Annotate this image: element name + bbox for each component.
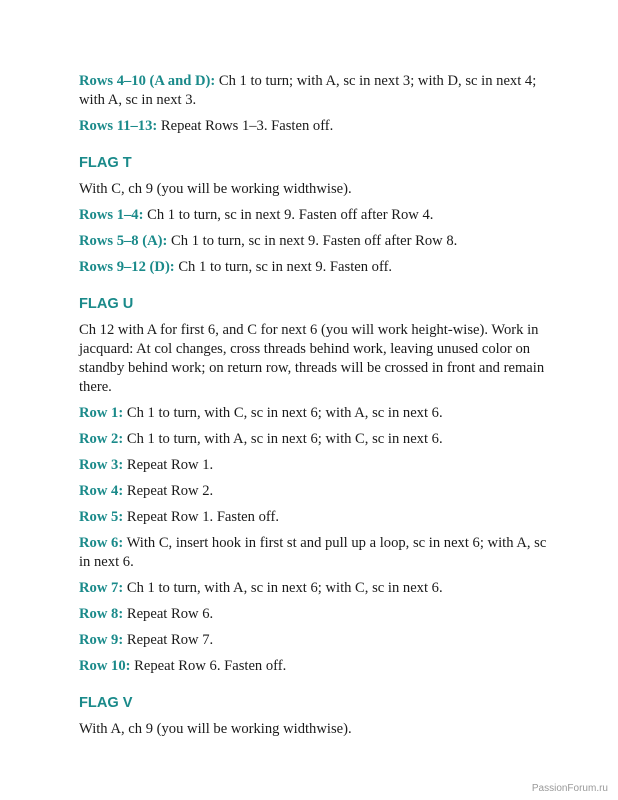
instruction-row (79, 534, 549, 572)
instruction-row (79, 631, 549, 650)
row-label: Row 10: (79, 658, 131, 674)
row-text: With A, ch 9 (you will be working widthwise). (79, 721, 352, 737)
row-label: Rows 9–12 (D): (79, 259, 175, 275)
instruction-row (79, 404, 549, 423)
instruction-text (79, 321, 549, 397)
row-text: With C, ch 9 (you will be working widthwise). (79, 181, 352, 197)
row-label: Rows 5–8 (A): (79, 233, 168, 249)
row-label: Row 9: (79, 632, 124, 648)
row-text: Ch 1 to turn, with A, sc in next 6; with C, sc in next 6. (123, 580, 443, 596)
instruction-text (79, 180, 549, 199)
row-text: Ch 1 to turn, with A, sc in next 6; with C, sc in next 6. (123, 431, 443, 447)
instruction-row (79, 206, 549, 225)
section-heading: FLAG V (79, 695, 133, 711)
instruction-row (79, 482, 549, 501)
instruction-row (79, 430, 549, 449)
row-label: Rows 1–4: (79, 207, 144, 223)
instruction-row (79, 258, 549, 277)
document-page (79, 72, 549, 746)
row-label: Row 1: (79, 405, 124, 421)
instruction-row (79, 72, 549, 110)
instruction-row (79, 456, 549, 475)
row-label: Row 4: (79, 483, 124, 499)
row-label: Rows 4–10 (A and D): (79, 73, 216, 89)
row-text: Repeat Row 1. (123, 457, 214, 473)
instruction-row (79, 657, 549, 676)
section-heading: FLAG U (79, 296, 134, 312)
row-text: Ch 1 to turn, sc in next 9. Fasten off. (174, 259, 393, 275)
watermark: PassionForum.ru (531, 783, 608, 794)
row-text: Ch 1 to turn, sc in next 9. Fasten off after Row 4. (143, 207, 434, 223)
row-text: Ch 1 to turn, with C, sc in next 6; with A, sc in next 6. (123, 405, 443, 421)
instruction-row (79, 117, 549, 136)
instruction-row (79, 605, 549, 624)
row-label: Row 7: (79, 580, 124, 596)
row-text: Repeat Rows 1–3. Fasten off. (157, 118, 334, 134)
row-text: Ch 1 to turn; with A, sc in next 3; with D, sc in next 4; with A, sc in next 3. (79, 73, 537, 108)
row-text: Repeat Row 6. Fasten off. (130, 658, 287, 674)
row-label: Rows 11–13: (79, 118, 158, 134)
row-text: Repeat Row 1. Fasten off. (123, 509, 279, 525)
row-label: Row 3: (79, 457, 124, 473)
row-text: Repeat Row 7. (123, 632, 214, 648)
instruction-row (79, 579, 549, 598)
row-label: Row 8: (79, 606, 124, 622)
row-label: Row 2: (79, 431, 124, 447)
row-label: Row 5: (79, 509, 124, 525)
instruction-row (79, 508, 549, 527)
instruction-text (79, 720, 549, 739)
row-text: Ch 1 to turn, sc in next 9. Fasten off after Row 8. (167, 233, 458, 249)
row-text: Ch 12 with A for first 6, and C for next 6 (you will work height-wise). Work in jacquard: At col changes, cross threads behind work, leaving unused color on standby behind work; on return row, threads will be crossed in front and remain there. (79, 322, 545, 395)
instruction-row (79, 232, 549, 251)
row-text: Repeat Row 6. (123, 606, 214, 622)
row-text: With C, insert hook in first st and pull up a loop, sc in next 6; with A, sc in next 6. (79, 535, 547, 570)
row-label: Row 6: (79, 535, 124, 551)
section-heading: FLAG T (79, 155, 132, 171)
row-text: Repeat Row 2. (123, 483, 214, 499)
